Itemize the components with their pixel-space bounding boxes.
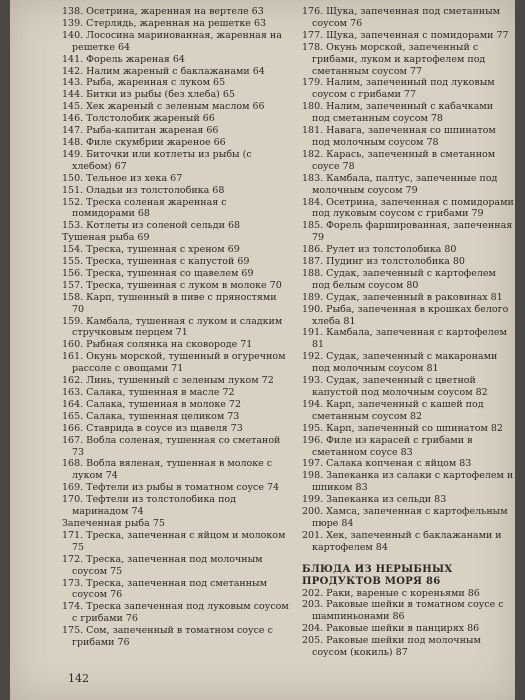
toc-entry: 197. Салака копченая с яйцом 83 (302, 458, 472, 470)
toc-entry: 187. Пудинг из толстолобика 80 (302, 256, 465, 268)
toc-entry: 138. Осетрина, жаренная на вертеле 63 (62, 6, 264, 17)
toc-entry: 190. Рыба, запеченная в крошках белого хлеба 81 (302, 303, 509, 327)
toc-entry: 167. Вобла соленая, тушенная со сметаной 73 (62, 434, 281, 458)
toc-entry: 143. Рыба, жаренная с луком 65 (62, 77, 226, 89)
toc-entry: 139. Стерлядь, жаренная на решетке 63 (62, 17, 267, 29)
toc-entry: 154. Треска, тушенная с хреном 69 (62, 244, 240, 256)
toc-entry: 195. Карп, запеченный со шпинатом 82 (302, 422, 503, 434)
toc-right-entries (302, 6, 514, 554)
toc-entry: 152. Треска соленая жаренная с помидорами 68 (62, 196, 227, 220)
toc-entry: 163. Салака, тушенная в масле 72 (62, 387, 235, 398)
toc-entry: 157. Треска, тушенная с луком в молоке 70 (62, 279, 282, 291)
toc-entry: 188. Судак, запеченный с картофелем под белым соусом 80 (302, 267, 496, 291)
toc-entry: 193. Судак, запеченный с цветной капустой под молочным соусом 82 (302, 375, 488, 398)
toc-entry: 170. Тефтели из толстолобика под маринадом 74 (62, 494, 236, 518)
toc-entry: 185. Форель фаршированная, запеченная 79 (302, 220, 513, 244)
toc-entry: 171. Треска, запеченная с яйцом и молоком 75 (62, 529, 286, 553)
toc-entry: 203. Раковые шейки в томатном соусе с шампиньонами 86 (302, 599, 504, 623)
toc-entry: 150. Тельное из хека 67 (62, 172, 183, 184)
toc-entry: 173. Треска, запеченная под сметанным соусом 76 (62, 577, 268, 601)
toc-entry: 176. Щука, запеченная под сметанным соусом 76 (302, 6, 501, 29)
toc-entry: 189. Судак, запеченный в раковинах 81 (302, 291, 503, 303)
toc-entry: 175. Сом, запеченный в томатном соусе с грибами 76 (62, 625, 273, 649)
toc-entry: 169. Тефтели из рыбы в томатном соусе 74 (62, 482, 280, 494)
toc-entry: 140. Лососина маринованная, жаренная на решетке 64 (62, 29, 282, 53)
toc-entry: 148. Филе скумбрии жареное 66 (62, 136, 226, 148)
toc-entry: 159. Камбала, тушенная с луком и сладким стручковым перцем 71 (62, 315, 283, 339)
toc-subsection: Тушеная рыба 69 (62, 232, 150, 244)
toc-section-entries (302, 588, 514, 659)
toc-entry: 177. Щука, запеченная с помидорами 77 (302, 29, 509, 41)
toc-entry: 183. Камбала, палтус, запеченные под молочным соусом 79 (302, 172, 498, 196)
toc-entry: 166. Ставрида в соусе из щавеля 73 (62, 422, 243, 434)
toc-entry: 158. Карп, тушенный в пиве с пряностями 70 (62, 291, 277, 315)
toc-entry: 191. Камбала, запеченная с картофелем 81 (302, 327, 507, 351)
toc-entry: 196. Филе из карасей с грибами в сметанном соусе 83 (302, 434, 473, 458)
toc-entry: 202. Раки, вареные с кореньями 86 (302, 587, 480, 599)
toc-entry: 151. Оладьи из толстолобика 68 (62, 184, 225, 196)
toc-entry: 179. Налим, запеченный под луковым соусом с грибами 77 (302, 77, 495, 101)
toc-entry: 181. Навага, запеченная со шпинатом под молочным соусом 78 (302, 125, 496, 148)
toc-entry: 146. Толстолобик жареный 66 (62, 113, 215, 125)
section-heading: БЛЮДА ИЗ НЕРЫБНЫХ ПРОДУКТОВ МОРЯ 86 (302, 563, 453, 587)
toc-right-column (302, 6, 514, 659)
toc-entry: 153. Котлеты из соленой сельди 68 (62, 220, 241, 232)
toc-entry: 164. Салака, тушенная в молоке 72 (62, 398, 241, 410)
toc-entry: 178. Окунь морской, запеченный с грибами, луком и картофелем под сметанным соусом 77 (302, 41, 486, 77)
page-number: 142 (68, 672, 89, 685)
toc-entry: 199. Запеканка из сельди 83 (302, 494, 447, 506)
toc-entry: 145. Хек жареный с зеленым маслом 66 (62, 101, 265, 113)
toc-entry: 141. Форель жареная 64 (62, 53, 185, 65)
toc-entry: 182. Карась, запеченный в сметанном соусе 78 (302, 148, 496, 172)
toc-entry: 160. Рыбная солянка на сковороде 71 (62, 339, 253, 351)
toc-entry: 149. Биточки или котлеты из рыбы (с хлебом) 67 (62, 148, 252, 172)
toc-entry: 205. Раковые шейки под молочным соусом (кокиль) 87 (302, 635, 481, 659)
toc-entry: 194. Карп, запеченный с кашей под сметанным соусом 82 (302, 398, 484, 422)
toc-entry: 144. Битки из рыбы (без хлеба) 65 (62, 89, 235, 101)
toc-entry: 172. Треска, запеченная под молочным соусом 75 (62, 553, 263, 577)
toc-entry: 186. Рулет из толстолобика 80 (302, 244, 457, 256)
toc-entry: 192. Судак, запеченный с макаронами под молочным соусом 81 (302, 351, 498, 375)
toc-entry: 200. Хамса, запеченная с картофельным пюре 84 (302, 506, 508, 529)
toc-entry: 142. Налим жареный с баклажанами 64 (62, 65, 265, 77)
toc-entry: 168. Вобла вяленая, тушенная в молоке с луком 74 (62, 458, 273, 482)
toc-entry: 184. Осетрина, запеченная с помидорами под луковым соусом с грибами 79 (302, 196, 514, 220)
toc-entry: 204. Раковые шейки в панцирях 86 (302, 623, 480, 635)
toc-entry: 162. Линь, тушенный с зеленым луком 72 (62, 375, 274, 387)
toc-entry: 155. Треска, тушенная с капустой 69 (62, 256, 250, 268)
toc-entry: 198. Запеканка из салаки с картофелем и шпиком 83 (302, 470, 514, 494)
toc-subsection: Запеченная рыба 75 (62, 517, 165, 529)
toc-entry: 156. Треска, тушенная со щавелем 69 (62, 267, 254, 279)
toc-left-column (62, 6, 290, 649)
toc-entry: 174. Треска запеченная под луковым соусом с грибами 76 (62, 601, 289, 625)
toc-entry: 161. Окунь морской, тушенный в огуречном рассоле с овощами 71 (62, 351, 286, 375)
toc-entry: 180. Налим, запеченный с кабачками под сметанным соусом 78 (302, 101, 494, 125)
book-page (10, 0, 515, 700)
toc-entry: 201. Хек, запеченный с баклажанами и картофелем 84 (302, 529, 502, 553)
toc-entry: 147. Рыба-капитан жареная 66 (62, 125, 219, 137)
toc-entry: 165. Салака, тушенная целиком 73 (62, 410, 240, 422)
